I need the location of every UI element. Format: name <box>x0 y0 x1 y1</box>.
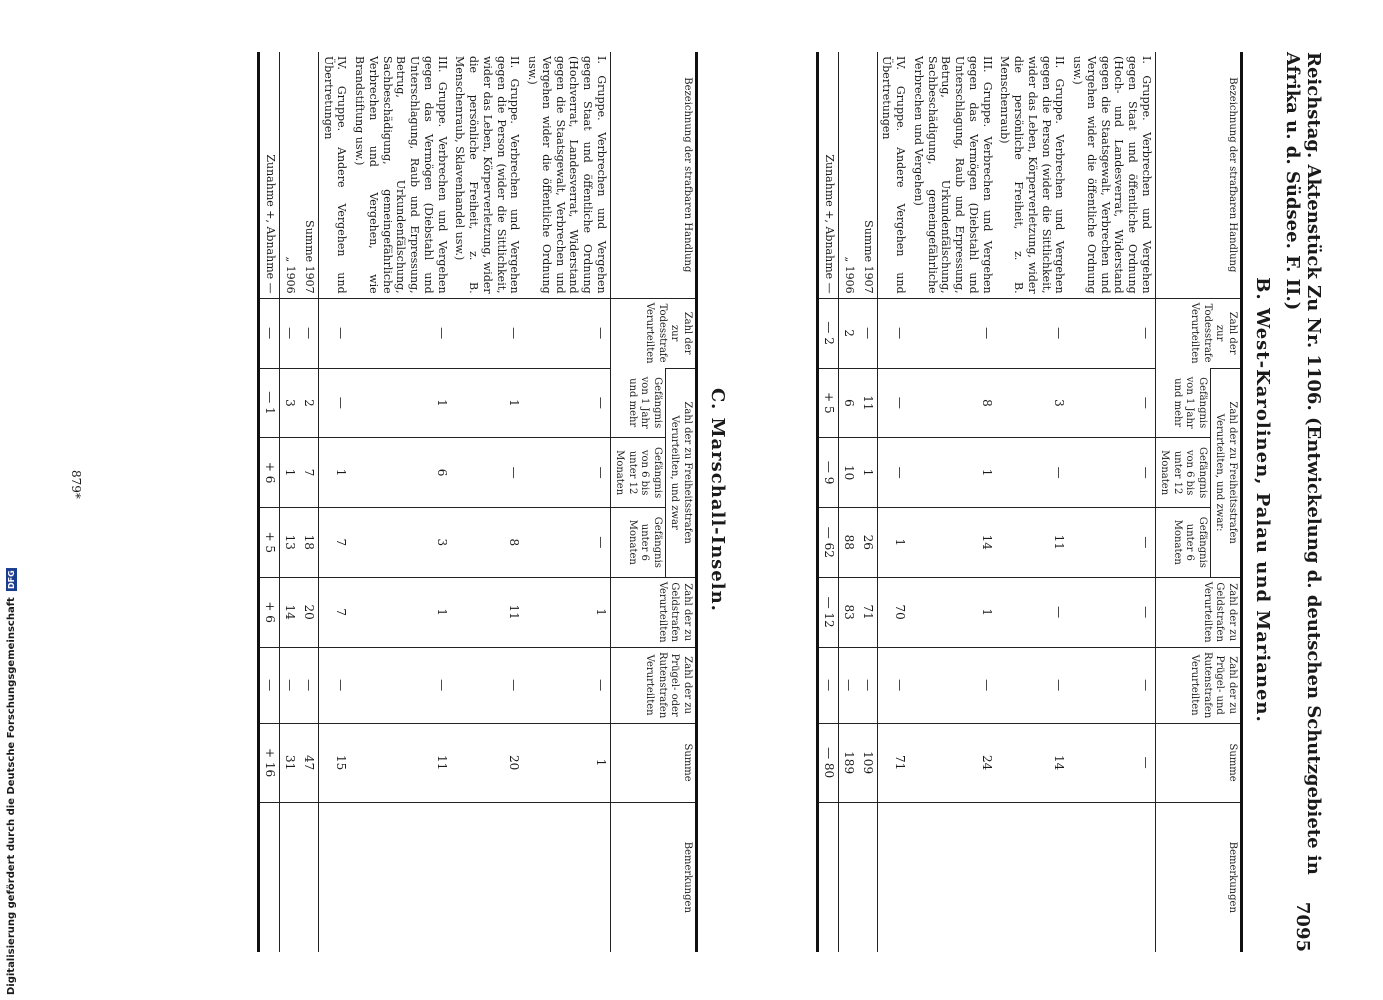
cell-remarks <box>319 802 351 952</box>
cell-fine: 14 <box>280 577 300 647</box>
cell-p1: 3 <box>996 368 1069 438</box>
sum-label: Summe 1907 <box>858 52 878 298</box>
cell-remarks <box>299 802 319 952</box>
footer-text: Digitalisierung gefördert durch die Deutsche Forschungsgemeinschaft <box>5 597 17 995</box>
cell-corporal: — <box>877 647 909 723</box>
row-description: I. Gruppe. Verbrechen und Vergehen gegen Staat und öffentliche Ordnung (Hoch- und Landesverrat, Widerstand gegen die Staatsgewalt, Verbrechen und Vergehen wider die öffentliche Ordnung usw.) <box>1071 56 1153 294</box>
cell-fine: 20 <box>299 577 319 647</box>
cell-fine: 11 <box>451 577 524 647</box>
col-prison-6-12m: Gefängnis von 6 bis unter 12 Monaten <box>611 438 666 508</box>
col-prison-under-6m: Gefängnis unter 6 Monaten <box>1156 507 1211 577</box>
row-description: IV. Gruppe. Andere Vergehen und Übertretungen <box>321 56 349 294</box>
sum-label: „ 1906 <box>284 256 297 294</box>
cell-p1: — <box>877 368 909 438</box>
cell-sum: 109 <box>858 723 878 802</box>
cell-p1: 2 <box>299 368 319 438</box>
cell-corporal: — <box>817 647 838 723</box>
cell-p1: 1 <box>351 368 451 438</box>
cell-death: — <box>877 298 909 368</box>
cell-sum: 24 <box>909 723 996 802</box>
row-description: II. Gruppe. Verbrechen und Vergehen gegen die Person (wider die Sittlichkeit, wider das Leben, Körperverletzung, wider die persönliche Freiheit, z. B. Menschenraub, Sklavenhandel usw.) <box>453 56 522 294</box>
cell-fine: 70 <box>877 577 909 647</box>
cell-death: — <box>319 298 351 368</box>
cell-p2: 10 <box>838 438 858 508</box>
sum-row-1907 <box>299 52 319 952</box>
cell-p2: 1 <box>319 438 351 508</box>
cell-fine: 71 <box>858 577 878 647</box>
cell-death: — <box>1069 298 1156 368</box>
change-row <box>817 52 838 952</box>
cell-corporal: — <box>858 647 878 723</box>
table-row <box>996 52 1069 952</box>
cell-sum: — <box>1069 723 1156 802</box>
cell-p3: — <box>1069 507 1156 577</box>
col-prison-under-6m: Gefängnis unter 6 Monaten <box>611 507 666 577</box>
cell-p3: 26 <box>858 507 878 577</box>
cell-remarks <box>996 802 1069 952</box>
col-prison-group: Zahl der zu Freiheitsstrafen Verurteilten, und zwar: <box>1211 368 1242 577</box>
table-row <box>451 52 524 952</box>
cell-sum: 31 <box>280 723 300 802</box>
cell-p2: + 6 <box>259 438 280 508</box>
cell-p2: — <box>524 438 611 508</box>
cell-remarks <box>1069 802 1156 952</box>
row-description: IV. Gruppe. Andere Vergehen und Übertretungen <box>880 56 908 294</box>
cell-death: — <box>299 298 319 368</box>
cell-death: — <box>909 298 996 368</box>
cell-corporal: — <box>1069 647 1156 723</box>
col-remarks: Bemerkungen <box>1156 802 1242 952</box>
cell-corporal: — <box>451 647 524 723</box>
sum-row-1907 <box>858 52 878 952</box>
cell-remarks <box>909 802 996 952</box>
cell-sum: 189 <box>838 723 858 802</box>
cell-p1: 11 <box>858 368 878 438</box>
page-header <box>1283 52 1323 952</box>
cell-p2: 1 <box>858 438 878 508</box>
cell-fine: 1 <box>351 577 451 647</box>
cell-death: — <box>280 298 300 368</box>
cell-corporal: — <box>299 647 319 723</box>
table-row <box>319 52 351 952</box>
cell-p2: — <box>1069 438 1156 508</box>
digitization-footer <box>0 569 22 995</box>
col-fine: Zahl der zu Geldstrafen Verurteilten <box>611 577 697 647</box>
col-death: Zahl der zur Todesstrafe Verurteilten <box>1156 298 1242 368</box>
table-row <box>351 52 451 952</box>
cell-death: — <box>259 298 280 368</box>
cell-p3: + 5 <box>259 507 280 577</box>
row-description: III. Gruppe. Verbrechen und Vergehen gegen das Vermögen (Diebstahl und Unterschlagung, Raub und Erpressung, Betrug, Urkundenfälschung, Sachbeschädigung, gemeingefährliche Verbrechen und Vergehen) <box>912 56 994 294</box>
cell-remarks <box>817 802 838 952</box>
sum-row-1906 <box>838 52 858 952</box>
cell-sum: 1 <box>524 723 611 802</box>
cell-sum: + 16 <box>259 723 280 802</box>
cell-p1: — 1 <box>259 368 280 438</box>
cell-sum: 11 <box>351 723 451 802</box>
cell-sum: 71 <box>877 723 909 802</box>
table-row <box>877 52 909 952</box>
cell-p2: 7 <box>299 438 319 508</box>
cell-p3: 7 <box>319 507 351 577</box>
dfg-logo: DFG <box>6 569 16 589</box>
col-death: Zahl der zur Todesstrafe Verurteilten <box>611 298 697 368</box>
cell-p1: 6 <box>838 368 858 438</box>
cell-corporal: — <box>351 647 451 723</box>
col-prison-1yr: Gefängnis von 1 Jahr und mehr <box>1156 368 1211 438</box>
row-description: I. Gruppe. Verbrechen und Vergehen gegen Staat und öffentliche Ordnung (Hochverrat, Landesverrat, Widerstand gegen die Staatsgewalt, Verbrechen und Vergehen wider die öffentliche Ordnung usw.) <box>526 56 608 294</box>
cell-death: — <box>858 298 878 368</box>
cell-p3: 8 <box>451 507 524 577</box>
section-b-title: B. West-Karolinen, Palau und Marianen. <box>1252 277 1273 723</box>
cell-p2: — <box>451 438 524 508</box>
table-row <box>909 52 996 952</box>
sum-label: Summe 1907 <box>299 52 319 298</box>
cell-remarks <box>858 802 878 952</box>
cell-p3: 1 <box>877 507 909 577</box>
cell-p3: 11 <box>996 507 1069 577</box>
cell-corporal: — <box>280 647 300 723</box>
cell-p3: — 62 <box>817 507 838 577</box>
cell-death: — <box>524 298 611 368</box>
cell-death: — <box>451 298 524 368</box>
col-prison-6-12m: Gefängnis von 6 bis unter 12 Monaten <box>1156 438 1211 508</box>
change-row <box>259 52 280 952</box>
col-remarks: Bemerkungen <box>611 802 697 952</box>
cell-death: 2 <box>838 298 858 368</box>
change-label: Zunahme +, Abnahme — <box>259 52 280 298</box>
col-fine: Zahl der zu Geldstrafen Verurteilten <box>1156 577 1242 647</box>
cell-p3: 3 <box>351 507 451 577</box>
cell-death: — <box>351 298 451 368</box>
footer-text-wrap <box>6 568 17 995</box>
cell-sum: 20 <box>451 723 524 802</box>
cell-p3: 88 <box>838 507 858 577</box>
cell-p2: — 9 <box>817 438 838 508</box>
section-c-table <box>257 52 698 952</box>
cell-sum: 15 <box>319 723 351 802</box>
cell-fine: + 6 <box>259 577 280 647</box>
cell-fine: 1 <box>909 577 996 647</box>
cell-fine: — 12 <box>817 577 838 647</box>
col-prison-1yr: Gefängnis von 1 Jahr und mehr <box>611 368 666 438</box>
sum-row-1906 <box>280 52 300 952</box>
cell-corporal: — <box>909 647 996 723</box>
col-sum: Summe <box>1156 723 1242 802</box>
cell-p1: — <box>319 368 351 438</box>
cell-remarks <box>280 802 300 952</box>
cell-remarks <box>877 802 909 952</box>
col-description: Bezeichnung der strafbaren Handlung <box>1156 52 1242 298</box>
cell-corporal: — <box>524 647 611 723</box>
cell-remarks <box>351 802 451 952</box>
cell-p1: + 5 <box>817 368 838 438</box>
change-label: Zunahme +, Abnahme — <box>817 52 838 298</box>
cell-death: — <box>996 298 1069 368</box>
cell-corporal: — <box>996 647 1069 723</box>
cell-p3: 14 <box>909 507 996 577</box>
cell-corporal: — <box>259 647 280 723</box>
col-corporal: Zahl der zu Prügel- oder Rutenstrafen Verurteilten <box>611 647 697 723</box>
cell-p1: 1 <box>451 368 524 438</box>
cell-fine: — <box>996 577 1069 647</box>
cell-p1: 3 <box>280 368 300 438</box>
cell-death: — 2 <box>817 298 838 368</box>
cell-remarks <box>838 802 858 952</box>
cell-p2: 6 <box>351 438 451 508</box>
cell-p2: 1 <box>280 438 300 508</box>
row-description: II. Gruppe. Verbrechen und Vergehen gegen die Person (wider die Sittlichkeit, wider das Leben, Körperverletzung, wider die persönliche Freiheit, z. B. Menschenraub) <box>998 56 1067 294</box>
cell-p2: — <box>877 438 909 508</box>
cell-sum: — 80 <box>817 723 838 802</box>
cell-p1: — <box>1069 368 1156 438</box>
section-b-table <box>816 52 1243 952</box>
cell-fine: 1 <box>524 577 611 647</box>
cell-fine: 7 <box>319 577 351 647</box>
cell-p3: 18 <box>299 507 319 577</box>
cell-p2: 1 <box>909 438 996 508</box>
col-corporal: Zahl der zu Prügel- und Rutenstrafen Verurteilten <box>1156 647 1242 723</box>
cell-remarks <box>259 802 280 952</box>
col-description: Bezeichnung der strafbaren Handlung <box>611 52 697 298</box>
sum-label: „ 1906 <box>842 256 856 294</box>
cell-p1: 8 <box>909 368 996 438</box>
cell-sum: 14 <box>996 723 1069 802</box>
row-description: III. Gruppe. Verbrechen und Vergehen gegen das Vermögen (Diebstahl und Unterschlagung, Raub und Erpressung, Betrug, Urkundenfälschung, Sachbeschädigung, gemeingefährliche Verbrechen und Vergehen, wie Brandstiftung usw.) <box>353 56 449 294</box>
table-row <box>524 52 611 952</box>
header-title: Reichstag. Aktenstück Zu Nr. 1106. (Entwickelung d. deutschen Schutzgebiete in Afrika u. d. Südsee. F. II.) <box>1282 52 1324 875</box>
col-sum: Summe <box>611 723 697 802</box>
cell-p2: — <box>996 438 1069 508</box>
cell-fine: 83 <box>838 577 858 647</box>
cell-corporal: — <box>838 647 858 723</box>
section-c-title: C. Marschall-Inseln. <box>707 388 728 612</box>
cell-corporal: — <box>319 647 351 723</box>
cell-p1: — <box>524 368 611 438</box>
header-page-number: 7095 <box>1292 901 1314 952</box>
cell-remarks <box>451 802 524 952</box>
table-row <box>1069 52 1156 952</box>
cell-remarks <box>524 802 611 952</box>
cell-sum: 47 <box>299 723 319 802</box>
cell-fine: — <box>1069 577 1156 647</box>
col-prison-group: Zahl der zu Freiheitsstrafen Verurteilten, und zwar <box>666 368 697 577</box>
cell-p3: 13 <box>280 507 300 577</box>
page-number: 879* <box>69 470 83 499</box>
cell-p3: — <box>524 507 611 577</box>
